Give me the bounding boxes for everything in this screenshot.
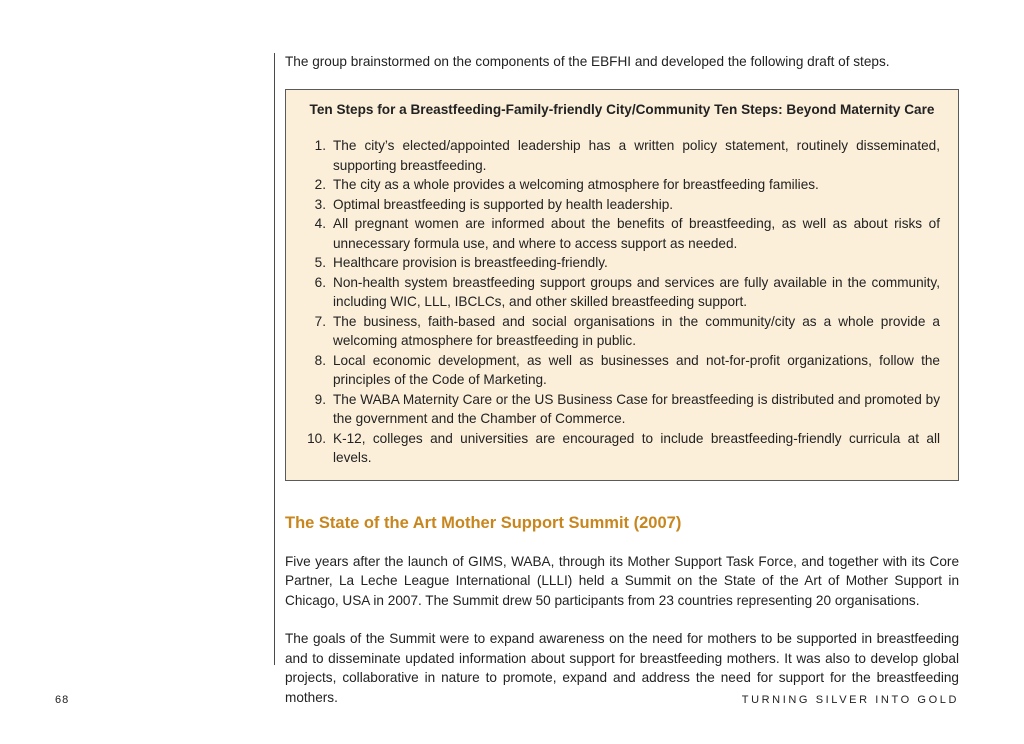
step-text: All pregnant women are informed about the benefits of breastfeeding, as well as about risks of unnecessary formula use, and where to access support as needed. (333, 216, 940, 251)
step-text: Local economic development, as well as businesses and not-for-profit organizations, follow the principles of the Code of Marketing. (333, 352, 940, 387)
ten-steps-box (285, 89, 959, 481)
step-number: 3. (314, 196, 326, 212)
step-item (304, 390, 940, 429)
section-heading: The State of the Art Mother Support Summit (2007) (285, 513, 682, 532)
step-number: 10. (307, 430, 326, 446)
step-number: 8. (314, 352, 326, 368)
step-text: Non-health system breastfeeding support groups and services are fully available in the community, including WIC, LLL, IBCLCs, and other skilled breastfeeding support. (333, 274, 940, 309)
step-item (304, 253, 940, 273)
body-paragraph: Five years after the launch of GIMS, WABA, through its Mother Support Task Force, and together with its Core Partner, La Leche League International (LLLI) held a Summit on the State of the Art of Mother Support in Chicago, USA in 2007. The Summit drew 50 participants from 23 countries representing 20 organisations. (285, 553, 959, 608)
page-number: 68 (55, 694, 70, 706)
step-item (304, 429, 940, 468)
step-text: The business, faith-based and social organisations in the community/city as a whole provide a welcoming atmosphere for breastfeeding in public. (333, 313, 940, 348)
step-number: 7. (314, 313, 326, 329)
step-item (304, 273, 940, 312)
step-number: 9. (314, 391, 326, 407)
step-text: The city as a whole provides a welcoming atmosphere for breastfeeding families. (333, 177, 819, 192)
step-text: Optimal breastfeeding is supported by health leadership. (333, 196, 674, 212)
step-number: 6. (314, 274, 326, 290)
step-item (304, 214, 940, 253)
step-text: K-12, colleges and universities are encouraged to include breastfeeding-friendly curricula at all levels. (333, 430, 940, 465)
step-number: 1. (314, 138, 326, 153)
step-number: 5. (314, 255, 326, 270)
step-text: The city’s elected/appointed leadership has a written policy statement, routinely disseminated, supporting breastfeeding. (333, 138, 940, 173)
running-footer-title: TURNING SILVER INTO GOLD (741, 694, 959, 706)
margin-rule (274, 53, 275, 665)
step-item (304, 312, 940, 351)
intro-text: The group brainstormed on the components of the EBFHI and developed the following draft of steps. (285, 54, 890, 69)
ten-steps-list (304, 136, 940, 468)
step-item (304, 351, 940, 390)
main-content (285, 52, 959, 726)
step-text: Healthcare provision is breastfeeding-friendly. (333, 255, 608, 270)
step-number: 4. (314, 216, 326, 231)
step-item (304, 175, 940, 195)
ten-steps-title: Ten Steps for a Breastfeeding-Family-friendly City/Community Ten Steps: Beyond Maternity Care (309, 102, 935, 117)
step-item (304, 195, 940, 215)
step-item (304, 136, 940, 175)
step-text: The WABA Maternity Care or the US Business Case for breastfeeding is distributed and promoted by the government and the Chamber of Commerce. (333, 391, 940, 426)
step-number: 2. (314, 177, 326, 192)
body-paragraph: The goals of the Summit were to expand awareness on the need for mothers to be supported in breastfeeding and to disseminate updated information about support for breastfeeding mothers. It was also to develop global projects, collaborative in nature to promote, expand and address the need for support for the breastfeeding mothers. (285, 631, 959, 705)
